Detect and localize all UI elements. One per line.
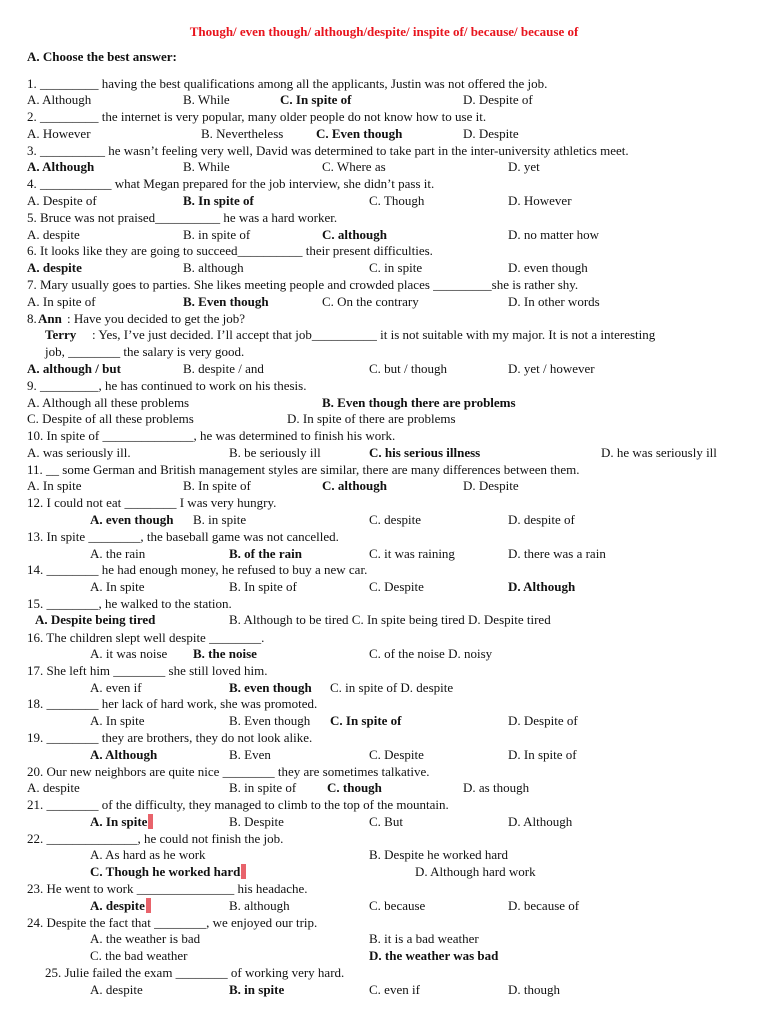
question-text: 16. The children slept well despite ________.	[27, 630, 265, 645]
answer-option: Terry	[45, 327, 77, 342]
answer-option: D. as though	[463, 780, 530, 795]
question-text: 3. __________ he wasn’t feeling very well, David was determined to take part in the inter-university athletics meet.	[27, 143, 629, 158]
answer-option: B. the noise	[193, 646, 257, 661]
answer-option: A. was seriously ill.	[27, 445, 131, 460]
answer-option: D. Although hard work	[415, 864, 536, 879]
question-text: 17. She left him ________ she still loved him.	[27, 663, 268, 678]
answer-option: B. it is a bad weather	[369, 931, 479, 946]
answer-option: A. despite	[90, 982, 143, 997]
answer-option: D. However	[508, 193, 572, 208]
answer-option: B. despite / and	[183, 361, 264, 376]
answer-option: A. In spite of	[27, 294, 96, 309]
answer-option: A. Although	[90, 747, 158, 762]
question-text: 7. Mary usually goes to parties. She likes meeting people and crowded places _________she is rather shy.	[27, 277, 579, 292]
answer-option: A. Although	[27, 92, 92, 107]
question-text: 10. In spite of ______________, he was determined to finish his work.	[27, 428, 396, 443]
answer-option: C. On the contrary	[322, 294, 419, 309]
question-text: 18. ________ her lack of hard work, she was promoted.	[27, 696, 318, 711]
question-text: 25. Julie failed the exam ________ of working very hard.	[45, 965, 345, 980]
answer-option: D. despite of	[508, 512, 575, 527]
answer-option: B. in spite of	[229, 780, 297, 795]
answer-option: A. Despite of	[27, 193, 97, 208]
question-text: 15. ________, he walked to the station.	[27, 596, 232, 611]
answer-option: A. although / but	[27, 361, 121, 376]
answer-option: B. Despite he worked hard	[369, 847, 508, 862]
answer-option: B. Although to be tired C. In spite being tired D. Despite tired	[229, 612, 551, 627]
answer-option: C. in spite	[369, 260, 423, 275]
answer-option: C. Despite	[369, 579, 424, 594]
answer-option: B. although	[229, 898, 290, 913]
answer-option: D. Despite of	[508, 713, 578, 728]
section-heading: A. Choose the best answer:	[27, 49, 177, 64]
answer-option: Ann	[38, 311, 62, 326]
answer-option: B. Nevertheless	[201, 126, 284, 141]
answer-option: A. it was noise	[90, 646, 168, 661]
question-text: 9. _________, he has continued to work on his thesis.	[27, 378, 307, 393]
answer-option: C. though	[327, 780, 382, 795]
answer-option: D. Despite	[463, 126, 519, 141]
answer-option: C. the bad weather	[90, 948, 188, 963]
answer-option: B. in spite	[229, 982, 285, 997]
answer-option: B. Even	[229, 747, 271, 762]
answer-option: C. because	[369, 898, 426, 913]
answer-option: B. In spite of	[183, 478, 251, 493]
answer-option: A. the rain	[90, 546, 146, 561]
answer-option: B. although	[183, 260, 244, 275]
answer-option: A. Although all these problems	[27, 395, 190, 410]
answer-option: : Have you decided to get the job?	[67, 311, 245, 326]
answer-option: C. Despite	[369, 747, 424, 762]
answer-option: A. even if	[90, 680, 142, 695]
answer-option: C. In spite of	[280, 92, 352, 107]
answer-option: A. the weather is bad	[90, 931, 201, 946]
answer-option: D. even though	[508, 260, 588, 275]
answer-option: A. despite	[27, 227, 80, 242]
answer-option: B. be seriously ill	[229, 445, 321, 460]
answer-option: D. he was seriously ill	[601, 445, 717, 460]
question-text: 21. ________ of the difficulty, they managed to climb to the top of the mountain.	[27, 797, 449, 812]
answer-option: C. Though	[369, 193, 425, 208]
answer-option: C. but / though	[369, 361, 448, 376]
answer-option: D. In spite of there are problems	[287, 411, 456, 426]
answer-option: D. In other words	[508, 294, 600, 309]
answer-option: B. While	[183, 159, 230, 174]
question-text: 19. ________ they are brothers, they do not look alike.	[27, 730, 313, 745]
question-text: 1. _________ having the best qualifications among all the applicants, Justin was not offered the job.	[27, 76, 548, 91]
answer-option: C. although	[322, 478, 388, 493]
question-text: 4. ___________ what Megan prepared for the job interview, she didn’t pass it.	[27, 176, 435, 191]
answer-option: C. Where as	[322, 159, 386, 174]
question-text: 2. _________ the internet is very popular, many older people do not know how to use it.	[27, 109, 487, 124]
answer-option: C. of the noise D. noisy	[369, 646, 493, 661]
answer-option: A. Despite being tired	[35, 612, 156, 627]
answer-option: A. despite	[90, 897, 151, 914]
question-text: 23. He went to work _______________ his headache.	[27, 881, 308, 896]
answer-option: B. Despite	[229, 814, 284, 829]
question-text: 22. ______________, he could not finish the job.	[27, 831, 284, 846]
answer-option: C. In spite of	[330, 713, 402, 728]
answer-option: D. because of	[508, 898, 580, 913]
answer-option: A. However	[27, 126, 91, 141]
answer-option: A. Although	[27, 159, 95, 174]
answer-option: A. despite	[27, 260, 82, 275]
answer-option: D. Although	[508, 814, 573, 829]
answer-option: B. even though	[229, 680, 312, 695]
answer-option: C. Despite of all these problems	[27, 411, 194, 426]
answer-option: B. Even though	[229, 713, 311, 728]
answer-option: D. In spite of	[508, 747, 577, 762]
answer-option: B. Even though there are problems	[322, 395, 516, 410]
question-text: 13. In spite ________, the baseball game was not cancelled.	[27, 529, 339, 544]
answer-option: C. although	[322, 227, 388, 242]
question-text: job, ________ the salary is very good.	[45, 344, 245, 359]
answer-option: C. Though he worked hard	[90, 863, 246, 880]
answer-option: C. his serious illness	[369, 445, 481, 460]
question-text: 24. Despite the fact that ________, we enjoyed our trip.	[27, 915, 318, 930]
answer-option: D. no matter how	[508, 227, 599, 242]
answer-option: A. even though	[90, 512, 174, 527]
answer-option: B. Even though	[183, 294, 269, 309]
answer-option: A. As hard as he work	[90, 847, 206, 862]
question-text: 5. Bruce was not praised__________ he was a hard worker.	[27, 210, 338, 225]
answer-option: D. Despite	[463, 478, 519, 493]
answer-option: A. In spite	[90, 713, 145, 728]
answer-option: D. there was a rain	[508, 546, 606, 561]
answer-option: C. But	[369, 814, 403, 829]
answer-option: C. Even though	[316, 126, 403, 141]
answer-option: A. In spite	[90, 813, 153, 830]
answer-option: D. yet / however	[508, 361, 595, 376]
answer-option: D. yet	[508, 159, 540, 174]
question-text: 11. __ some German and British management styles are similar, there are many differences between them.	[27, 462, 580, 477]
question-text: 12. I could not eat ________ I was very hungry.	[27, 495, 277, 510]
answer-option: B. In spite of	[183, 193, 254, 208]
answer-option: C. it was raining	[369, 546, 455, 561]
answer-option: C. even if	[369, 982, 420, 997]
answer-option: B. While	[183, 92, 230, 107]
question-text: 14. ________ he had enough money, he refused to buy a new car.	[27, 562, 368, 577]
answer-option: D. though	[508, 982, 560, 997]
page-title: Though/ even though/ although/despite/ inspite of/ because/ because of	[189, 24, 579, 39]
answer-option: C. in spite of D. despite	[330, 680, 454, 695]
question-text: 8.	[27, 311, 37, 326]
answer-option: B. of the rain	[229, 546, 302, 561]
answer-option: B. in spite of	[183, 227, 251, 242]
answer-option: D. Although	[508, 579, 576, 594]
answer-option: B. in spite	[193, 512, 247, 527]
answer-option: A. In spite	[27, 478, 82, 493]
answer-option: D. the weather was bad	[369, 948, 499, 963]
question-text: 20. Our new neighbors are quite nice ________ they are sometimes talkative.	[27, 764, 430, 779]
answer-option: A. despite	[27, 780, 80, 795]
answer-option: : Yes, I’ve just decided. I’ll accept that job__________ it is not suitable with my major. It is not a interesting	[92, 327, 656, 342]
answer-option: A. In spite	[90, 579, 145, 594]
answer-option: D. Despite of	[463, 92, 533, 107]
answer-option: B. In spite of	[229, 579, 297, 594]
question-text: 6. It looks like they are going to succeed__________ their present difficulties.	[27, 243, 433, 258]
answer-option: C. despite	[369, 512, 421, 527]
